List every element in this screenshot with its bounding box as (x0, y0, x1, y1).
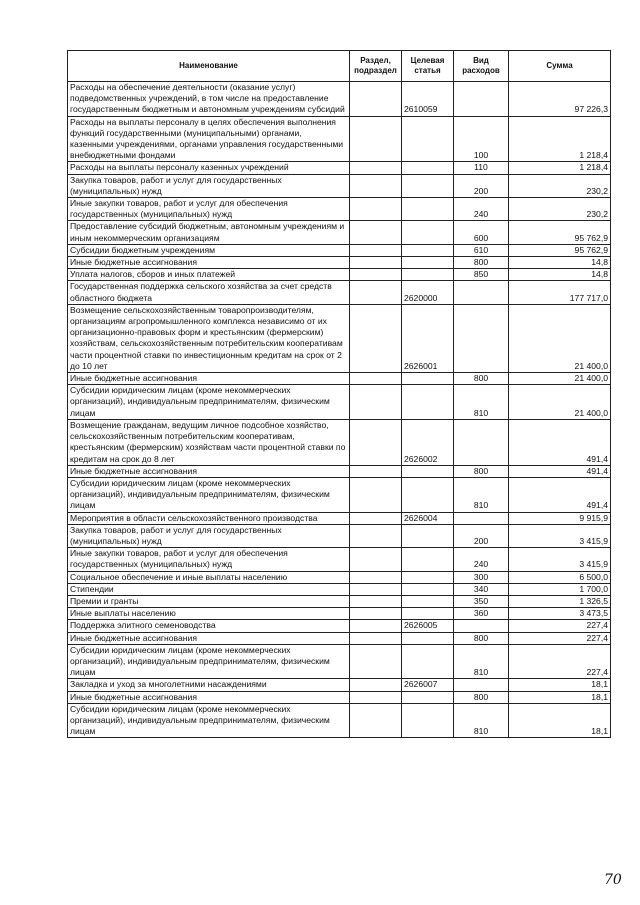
header-target: Целевая статья (402, 51, 454, 82)
table-row (68, 632, 611, 644)
cell-section (350, 548, 402, 571)
table-row (68, 571, 611, 583)
cell-section (350, 244, 402, 256)
cell-type: 200 (454, 174, 509, 197)
cell-section (350, 524, 402, 547)
cell-sum: 3 473,5 (509, 608, 611, 620)
cell-target (402, 571, 454, 583)
cell-target: 2626004 (402, 512, 454, 524)
cell-type: 240 (454, 198, 509, 221)
cell-sum: 21 400,0 (509, 385, 611, 420)
table-row (68, 691, 611, 703)
cell-target: 2610059 (402, 82, 454, 117)
cell-sum: 21 400,0 (509, 304, 611, 372)
cell-sum: 18,1 (509, 691, 611, 703)
table-row (68, 595, 611, 607)
cell-section (350, 620, 402, 632)
table-row (68, 620, 611, 632)
cell-type: 200 (454, 524, 509, 547)
table-row (68, 174, 611, 197)
cell-target (402, 583, 454, 595)
cell-name: Закладка и уход за многолетними насаждениями (68, 679, 350, 691)
cell-name: Иные закупки товаров, работ и услуг для обеспечения государственных (муниципальных) нужд (68, 548, 350, 571)
cell-target (402, 269, 454, 281)
table-row (68, 198, 611, 221)
cell-section (350, 221, 402, 244)
cell-target (402, 198, 454, 221)
cell-section (350, 419, 402, 465)
cell-name: Расходы на обеспечение деятельности (оказание услуг) подведомственных учреждений, в том числе на предоставление государственным бюджетным и автономным учреждениям субсидий (68, 82, 350, 117)
cell-section (350, 385, 402, 420)
cell-sum: 491,4 (509, 477, 611, 512)
cell-name: Закупка товаров, работ и услуг для государственных (муниципальных) нужд (68, 524, 350, 547)
cell-name: Субсидии юридическим лицам (кроме некоммерческих организаций), индивидуальным предпринимателям, физическим лицам (68, 644, 350, 679)
cell-type: 360 (454, 608, 509, 620)
table-row (68, 548, 611, 571)
cell-sum: 3 415,9 (509, 548, 611, 571)
cell-section (350, 465, 402, 477)
cell-type: 240 (454, 548, 509, 571)
cell-target (402, 244, 454, 256)
table-row (68, 524, 611, 547)
cell-target (402, 644, 454, 679)
cell-section (350, 82, 402, 117)
table-row (68, 304, 611, 372)
table-row (68, 269, 611, 281)
cell-type: 610 (454, 244, 509, 256)
cell-target (402, 385, 454, 420)
cell-name: Государственная поддержка сельского хозяйства за счет средств областного бюджета (68, 281, 350, 304)
cell-section (350, 304, 402, 372)
cell-sum: 18,1 (509, 703, 611, 738)
cell-target (402, 116, 454, 162)
table-row (68, 281, 611, 304)
cell-type: 600 (454, 221, 509, 244)
cell-sum: 1 700,0 (509, 583, 611, 595)
table-row (68, 679, 611, 691)
cell-name: Возмещение сельскохозяйственным товаропроизводителям, организациям агропромышленного комплекса независимо от их организационно-правовых форм и крестьянским (фермерским) хозяйствам, сельскохозяйственным потребительским кооперативам части процентной ставки по инвестиционным кредитам на срок от 2 до 10 лет (68, 304, 350, 372)
cell-name: Поддержка элитного семеноводства (68, 620, 350, 632)
cell-section (350, 477, 402, 512)
cell-name: Иные закупки товаров, работ и услуг для обеспечения государственных (муниципальных) нужд (68, 198, 350, 221)
table-row (68, 82, 611, 117)
cell-name: Предоставление субсидий бюджетным, автономным учреждениям и иным некоммерческим организациям (68, 221, 350, 244)
cell-name: Субсидии бюджетным учреждениям (68, 244, 350, 256)
cell-type (454, 512, 509, 524)
cell-type: 340 (454, 583, 509, 595)
cell-type (454, 281, 509, 304)
cell-name: Иные бюджетные ассигнования (68, 373, 350, 385)
table-row (68, 419, 611, 465)
cell-type: 800 (454, 632, 509, 644)
cell-target (402, 703, 454, 738)
cell-target (402, 608, 454, 620)
cell-sum: 491,4 (509, 419, 611, 465)
cell-sum: 491,4 (509, 465, 611, 477)
cell-type: 110 (454, 162, 509, 174)
header-type: Вид расходов (454, 51, 509, 82)
cell-target (402, 257, 454, 269)
cell-section (350, 679, 402, 691)
cell-type (454, 419, 509, 465)
cell-target (402, 221, 454, 244)
page-number: 70 (604, 872, 622, 888)
table-row (68, 608, 611, 620)
cell-target (402, 632, 454, 644)
cell-sum: 1 326,5 (509, 595, 611, 607)
cell-section (350, 608, 402, 620)
cell-name: Иные бюджетные ассигнования (68, 465, 350, 477)
cell-sum: 97 226,3 (509, 82, 611, 117)
cell-name: Уплата налогов, сборов и иных платежей (68, 269, 350, 281)
cell-type: 800 (454, 373, 509, 385)
cell-target: 2620000 (402, 281, 454, 304)
cell-sum: 95 762,9 (509, 244, 611, 256)
cell-sum: 3 415,9 (509, 524, 611, 547)
cell-target (402, 162, 454, 174)
cell-name: Субсидии юридическим лицам (кроме некоммерческих организаций), индивидуальным предпринимателям, физическим лицам (68, 477, 350, 512)
cell-name: Иные бюджетные ассигнования (68, 257, 350, 269)
cell-target (402, 548, 454, 571)
cell-sum: 1 218,4 (509, 162, 611, 174)
cell-target: 2626007 (402, 679, 454, 691)
cell-section (350, 198, 402, 221)
cell-target: 2626001 (402, 304, 454, 372)
cell-sum: 230,2 (509, 198, 611, 221)
table-row (68, 162, 611, 174)
cell-section (350, 373, 402, 385)
cell-sum: 6 500,0 (509, 571, 611, 583)
table-row (68, 257, 611, 269)
cell-type: 810 (454, 703, 509, 738)
cell-sum: 14,8 (509, 257, 611, 269)
cell-sum: 230,2 (509, 174, 611, 197)
cell-name: Стипендии (68, 583, 350, 595)
budget-table (67, 50, 611, 738)
cell-sum: 227,4 (509, 632, 611, 644)
cell-type: 350 (454, 595, 509, 607)
cell-type (454, 620, 509, 632)
cell-section (350, 583, 402, 595)
cell-type: 810 (454, 385, 509, 420)
table-row (68, 373, 611, 385)
cell-name: Субсидии юридическим лицам (кроме некоммерческих организаций), индивидуальным предпринимателям, физическим лицам (68, 385, 350, 420)
cell-name: Мероприятия в области сельскохозяйственного производства (68, 512, 350, 524)
cell-section (350, 632, 402, 644)
cell-sum: 21 400,0 (509, 373, 611, 385)
cell-target (402, 524, 454, 547)
cell-section (350, 116, 402, 162)
cell-section (350, 595, 402, 607)
cell-section (350, 691, 402, 703)
cell-type: 800 (454, 691, 509, 703)
cell-sum: 14,8 (509, 269, 611, 281)
cell-name: Возмещение гражданам, ведущим личное подсобное хозяйство, сельскохозяйственным потребительским кооперативам, крестьянским (фермерским) хозяйствам части процентной ставки по кредитам на срок до 8 лет (68, 419, 350, 465)
cell-target: 2626005 (402, 620, 454, 632)
cell-type: 850 (454, 269, 509, 281)
cell-target (402, 595, 454, 607)
cell-section (350, 257, 402, 269)
cell-name: Премии и гранты (68, 595, 350, 607)
cell-name: Социальное обеспечение и иные выплаты населению (68, 571, 350, 583)
cell-section (350, 512, 402, 524)
cell-target (402, 373, 454, 385)
table-row (68, 116, 611, 162)
table-row (68, 465, 611, 477)
cell-type: 810 (454, 644, 509, 679)
cell-name: Расходы на выплаты персоналу в целях обеспечения выполнения функций государственными (муниципальными) органами, казенными учреждениями, органами управления государственными внебюджетными фондами (68, 116, 350, 162)
cell-type (454, 304, 509, 372)
cell-sum: 227,4 (509, 644, 611, 679)
cell-target (402, 477, 454, 512)
cell-sum: 9 915,9 (509, 512, 611, 524)
cell-name: Закупка товаров, работ и услуг для государственных (муниципальных) нужд (68, 174, 350, 197)
table-row (68, 385, 611, 420)
header-sum: Сумма (509, 51, 611, 82)
cell-type: 300 (454, 571, 509, 583)
cell-section (350, 644, 402, 679)
cell-section (350, 571, 402, 583)
cell-target (402, 174, 454, 197)
cell-type (454, 82, 509, 117)
cell-sum: 18,1 (509, 679, 611, 691)
cell-sum: 177 717,0 (509, 281, 611, 304)
cell-section (350, 703, 402, 738)
cell-section (350, 162, 402, 174)
table-row (68, 477, 611, 512)
cell-sum: 1 218,4 (509, 116, 611, 162)
header-section: Раздел, подраздел (350, 51, 402, 82)
cell-type: 100 (454, 116, 509, 162)
table-row (68, 512, 611, 524)
cell-name: Иные выплаты населению (68, 608, 350, 620)
cell-sum: 227,4 (509, 620, 611, 632)
table-row (68, 221, 611, 244)
cell-name: Иные бюджетные ассигнования (68, 632, 350, 644)
cell-target (402, 465, 454, 477)
cell-type (454, 679, 509, 691)
cell-type: 810 (454, 477, 509, 512)
table-header-row (68, 51, 611, 82)
table-row (68, 583, 611, 595)
cell-type: 800 (454, 257, 509, 269)
header-name: Наименование (68, 51, 350, 82)
cell-section (350, 269, 402, 281)
cell-section (350, 281, 402, 304)
cell-type: 800 (454, 465, 509, 477)
table-row (68, 703, 611, 738)
cell-sum: 95 762,9 (509, 221, 611, 244)
table-row (68, 644, 611, 679)
cell-target: 2626002 (402, 419, 454, 465)
cell-section (350, 174, 402, 197)
cell-target (402, 691, 454, 703)
cell-name: Расходы на выплаты персоналу казенных учреждений (68, 162, 350, 174)
cell-name: Иные бюджетные ассигнования (68, 691, 350, 703)
table-row (68, 244, 611, 256)
cell-name: Субсидии юридическим лицам (кроме некоммерческих организаций), индивидуальным предпринимателям, физическим лицам (68, 703, 350, 738)
